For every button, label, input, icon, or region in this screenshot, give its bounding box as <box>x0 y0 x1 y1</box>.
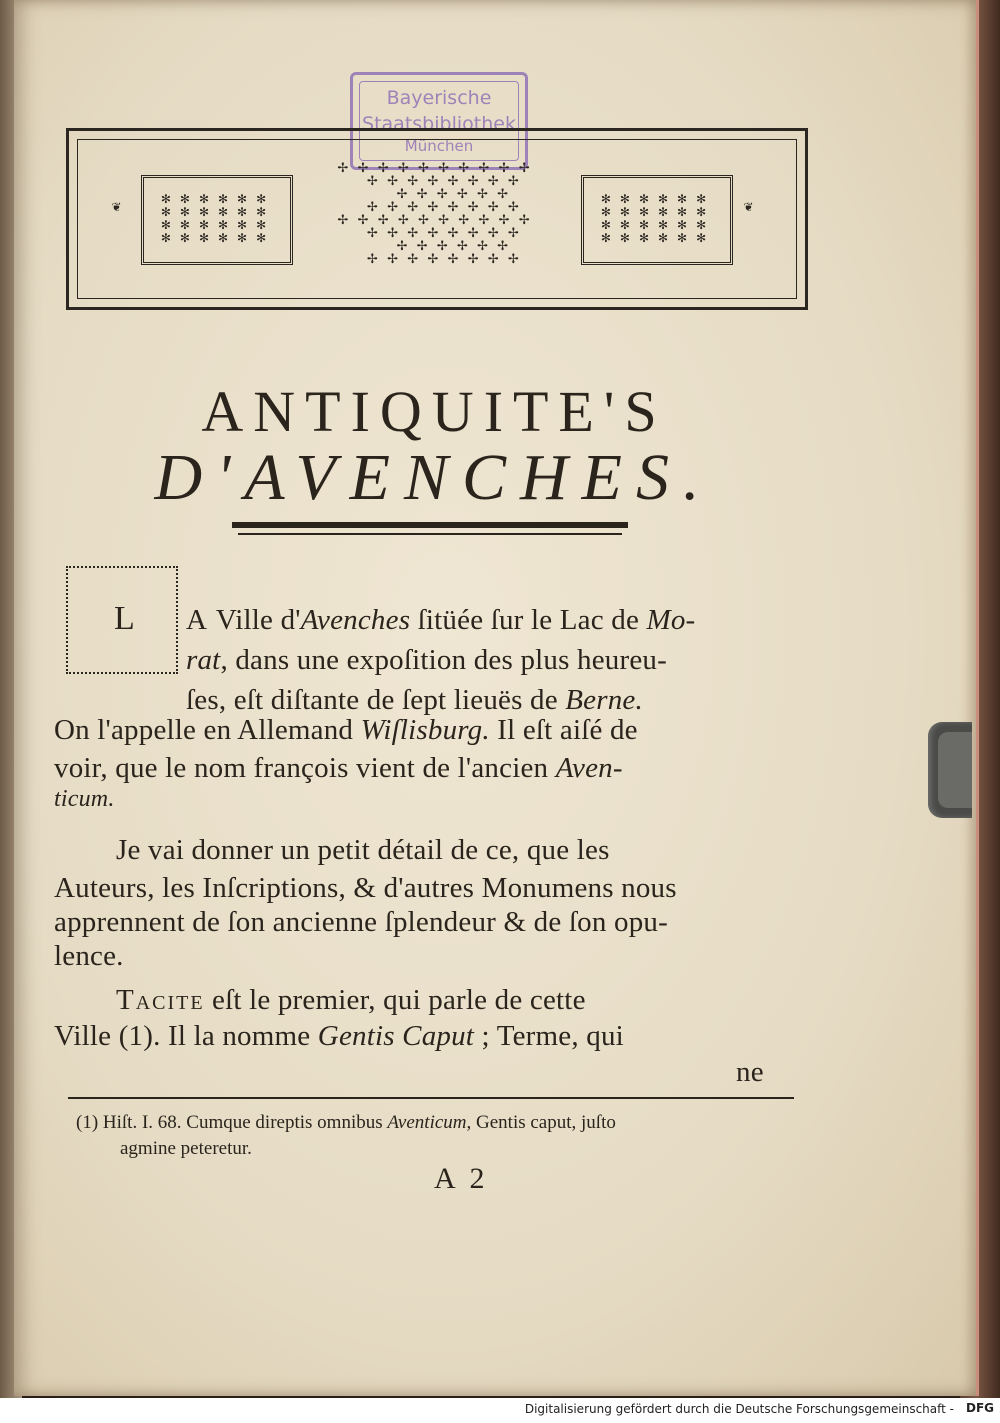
text-line <box>54 1020 624 1053</box>
text-span: On l'appelle en Allemand <box>54 714 361 746</box>
text-span: Il eſt aiſé de <box>489 714 638 746</box>
place-name: rat <box>186 644 221 676</box>
text-span: eſt le premier, qui parle de cette <box>204 984 586 1016</box>
signature-mark: A 2 <box>434 1162 489 1195</box>
text-line: lence. <box>54 940 124 972</box>
footnote-line: agmine peteretur. <box>120 1138 252 1159</box>
fleuron-right-icon: ❦ <box>743 200 757 214</box>
text-span: voir, que le nom françois vient de l'ancien <box>54 752 556 784</box>
author-name: Tacite <box>116 984 205 1016</box>
headpiece-ornament <box>66 128 808 310</box>
text-span: , Gentis caput, juſto <box>466 1112 616 1133</box>
text-span: ſitüée ſur le Lac de <box>410 604 647 636</box>
page-subtitle: D'AVENCHES. <box>154 441 714 514</box>
text-line: Auteurs, les Inſcriptions, & d'autres Monumens nous <box>54 872 677 904</box>
text-span: Ville d' <box>208 604 301 636</box>
place-name: Aven- <box>555 752 623 784</box>
stamp-line-1: Bayerische <box>386 87 492 109</box>
text-span: Ville (1). Il la nomme <box>54 1020 318 1052</box>
footer-bar <box>0 1398 1000 1423</box>
text-span: , dans une expoſition des plus heureu- <box>220 644 667 676</box>
text-line <box>54 714 638 747</box>
text-line: apprennent de ſon ancienne ſplendeur & de ſon opu- <box>54 906 668 938</box>
footnote-line <box>76 1112 616 1134</box>
drop-cap <box>66 566 178 674</box>
catchword: ne <box>736 1056 764 1088</box>
rosette-pattern-icon: ✻ ✻ ✻ ✻ ✻ ✻ ✻ ✻ ✻ ✻ ✻ ✻ ✻ ✻ ✻ ✻ ✻ ✻ ✻ ✻ ✻ ✻ ✻ ✻ <box>600 192 710 245</box>
footer-credit: Digitalisierung gefördert durch die Deutsche Forschungsgemeinschaft - <box>524 1402 954 1416</box>
title-rule-thick <box>232 522 628 528</box>
text-line: ticum. <box>54 786 115 812</box>
diamond-lattice-icon: ✢ ✢ ✢ ✢ ✢ ✢ ✢ ✢ ✢ ✢ ✢ ✢ ✢ ✢ ✢ ✢ ✢ ✢ ✢ ✢ ✢ ✢ ✢ ✢ ✢ ✢ ✢ ✢ ✢ ✢ ✢ ✢ ✢ ✢ ✢ ✢ ✢ ✢ ✢ ✢ ✢ ✢ ✢ ✢ ✢ ✢ ✢ ✢ ✢ ✢ ✢ ✢ ✢ ✢ ✢ ✢ ✢ ✢ ✢ ✢ ✢ ✢ ✢ ✢ <box>337 160 533 266</box>
fleuron-left-icon: ❦ <box>111 200 125 214</box>
bookmark-clip <box>928 722 972 818</box>
text-line <box>186 684 643 717</box>
drop-cap-letter: L <box>114 600 135 637</box>
book-page <box>14 0 979 1396</box>
place-name: Avenches <box>300 604 411 636</box>
latin-term: Gentis Caput <box>317 1020 475 1052</box>
stamp-line-3: München <box>404 137 474 155</box>
footnote-rule <box>68 1097 794 1099</box>
text-line <box>116 984 586 1017</box>
text-span: ; Terme, qui <box>474 1020 624 1052</box>
dfg-logo-icon[interactable]: DFG <box>965 1401 994 1415</box>
text-span: ſes, eſt diſtante de ſept lieuës de <box>186 684 566 716</box>
bookmark-clip-inner <box>938 732 972 808</box>
text-line <box>186 604 695 637</box>
text-line <box>186 644 667 677</box>
rosette-pattern-icon: ✻ ✻ ✻ ✻ ✻ ✻ ✻ ✻ ✻ ✻ ✻ ✻ ✻ ✻ ✻ ✻ ✻ ✻ ✻ ✻ ✻ ✻ ✻ ✻ <box>160 192 270 245</box>
place-name: Mo- <box>646 604 696 636</box>
stamp-line-2: Staatsbibliothek <box>362 113 516 135</box>
text-span: A <box>186 604 209 636</box>
text-line: Je vai donner un petit détail de ce, que les <box>116 834 610 866</box>
place-name: Wiſlisburg. <box>360 714 490 746</box>
place-name: Berne. <box>565 684 643 716</box>
place-name: Aventicum <box>387 1112 467 1133</box>
text-line <box>54 752 623 785</box>
title-rule-thin <box>238 533 622 535</box>
page-title: ANTIQUITE'S <box>201 379 667 444</box>
text-span: (1) Hiſt. I. 68. Cumque direptis omnibus <box>76 1112 388 1133</box>
